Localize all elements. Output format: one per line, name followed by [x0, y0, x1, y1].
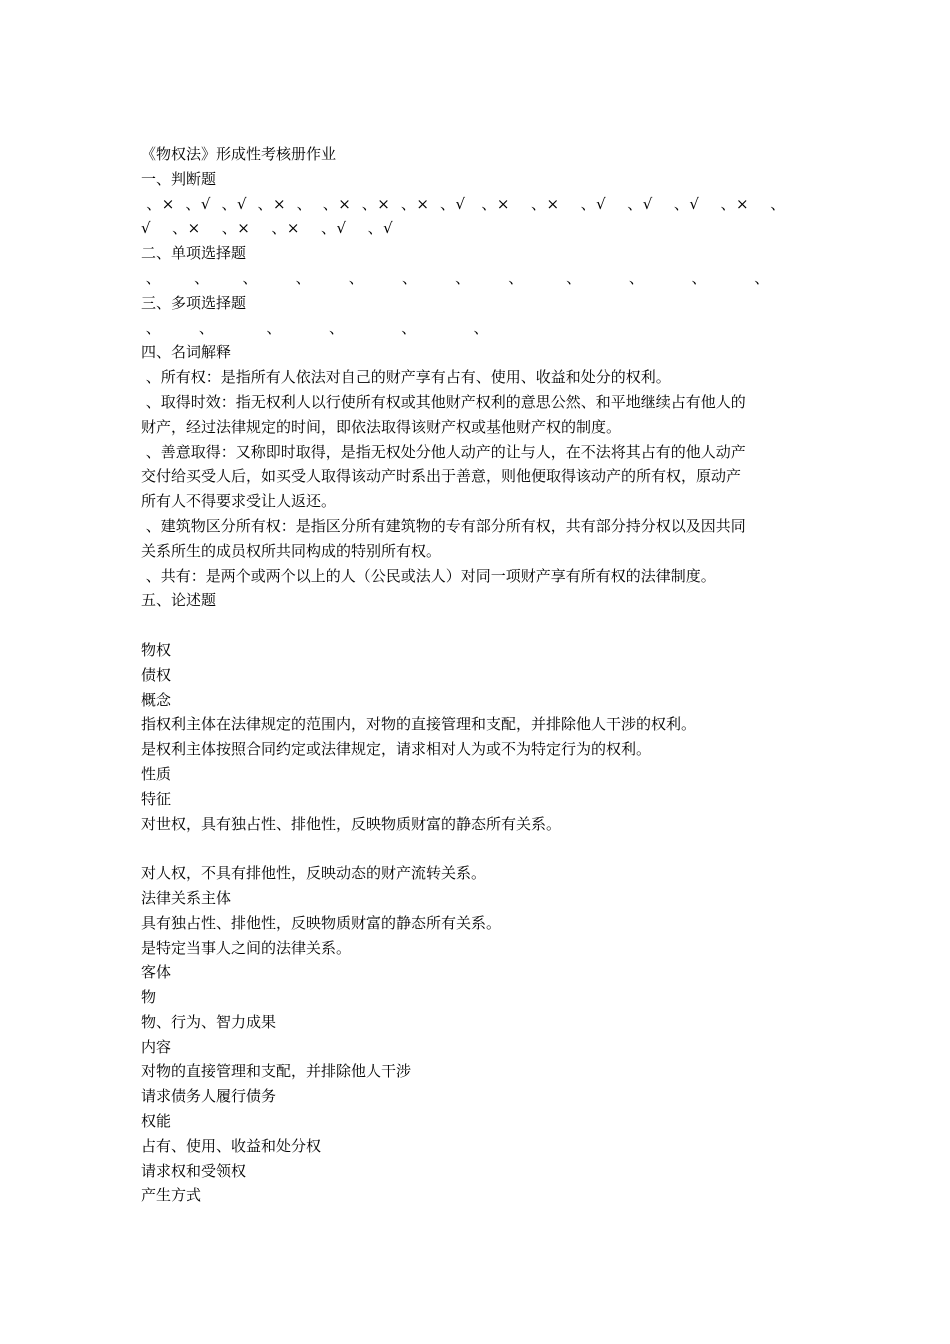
- multiple-choice-answers-line: 、 、 、 、 、 、: [141, 318, 489, 337]
- essay-line: 对世权，具有独占性、排他性，反映物质财富的静态所有关系。: [141, 814, 562, 833]
- essay-line: 请求权和受领权: [141, 1161, 247, 1180]
- essay-line: 具有独占性、排他性，反映物质财富的静态所有关系。: [141, 913, 502, 932]
- true-false-answers-line-1: 、× 、√ 、√ 、× 、 、× 、× 、× 、√ 、× 、× 、√ 、√ 、√ 、× 、: [141, 194, 786, 213]
- section-heading-essay: 五、论述题: [141, 591, 217, 610]
- essay-line: 是特定当事人之间的法律关系。: [141, 938, 352, 957]
- blank-line: [141, 613, 813, 638]
- essay-line: 占有、使用、收益和处分权: [141, 1136, 322, 1155]
- true-false-answers-line-2: √ 、× 、× 、× 、√ 、√: [141, 219, 394, 238]
- essay-line: 物: [141, 988, 157, 1007]
- essay-line: 性质: [141, 764, 172, 783]
- essay-line: 物、行为、智力成果: [141, 1012, 277, 1031]
- definition-line: 、共有：是两个或两个以上的人（公民或法人）对同一项财产享有所有权的法律制度。: [141, 566, 716, 585]
- essay-line: 物权: [141, 640, 172, 659]
- section-heading-single-choice: 二、单项选择题: [141, 244, 247, 263]
- essay-line: 产生方式: [141, 1186, 202, 1205]
- essay-line: 特征: [141, 789, 172, 808]
- essay-line: 对人权，不具有排他性，反映动态的财产流转关系。: [141, 864, 487, 883]
- essay-line: 指权利主体在法律规定的范围内，对物的直接管理和支配，并排除他人干涉的权利。: [141, 715, 697, 734]
- definition-line: 交付给买受人后，如买受人取得该动产时系出于善意，则他便取得该动产的所有权，原动产: [141, 467, 742, 486]
- essay-line: 客体: [141, 963, 172, 982]
- definition-line: 关系所生的成员权所共同构成的特别所有权。: [141, 541, 442, 560]
- blank-line: [141, 836, 813, 861]
- definition-line: 、建筑物区分所有权：是指区分所有建筑物的专有部分所有权，共有部分持分权以及因共同: [141, 516, 746, 535]
- definition-line: 财产，经过法律规定的时间，即依法取得该财产权或基他财产权的制度。: [141, 417, 622, 436]
- essay-line: 法律关系主体: [141, 888, 232, 907]
- essay-line: 对物的直接管理和支配，并排除他人干涉: [141, 1062, 412, 1081]
- definition-line: 、所有权：是指所有人依法对自己的财产享有占有、使用、收益和处分的权利。: [141, 368, 671, 387]
- essay-line: 债权: [141, 665, 172, 684]
- section-heading-true-false: 一、判断题: [141, 169, 217, 188]
- essay-line: 请求债务人履行债务: [141, 1087, 277, 1106]
- single-choice-answers-line: 、 、 、 、 、 、 、 、 、 、 、 、: [141, 268, 770, 287]
- definition-line: 、善意取得：又称即时取得，是指无权处分他人动产的让与人，在不法将其占有的他人动产: [141, 442, 746, 461]
- section-heading-multiple-choice: 三、多项选择题: [141, 293, 247, 312]
- definition-line: 、取得时效：指无权利人以行使所有权或其他财产权利的意思公然、和平地继续占有他人的: [141, 392, 746, 411]
- document-page: [141, 142, 813, 1208]
- definition-line: 所有人不得要求受让人返还。: [141, 492, 337, 511]
- essay-line: 是权利主体按照合同约定或法律规定，请求相对人为或不为特定行为的权利。: [141, 740, 652, 759]
- essay-line: 内容: [141, 1037, 172, 1056]
- essay-line: 概念: [141, 690, 172, 709]
- essay-line: 权能: [141, 1112, 172, 1131]
- document-title: 《物权法》形成性考核册作业: [141, 145, 337, 163]
- section-heading-definitions: 四、名词解释: [141, 343, 232, 362]
